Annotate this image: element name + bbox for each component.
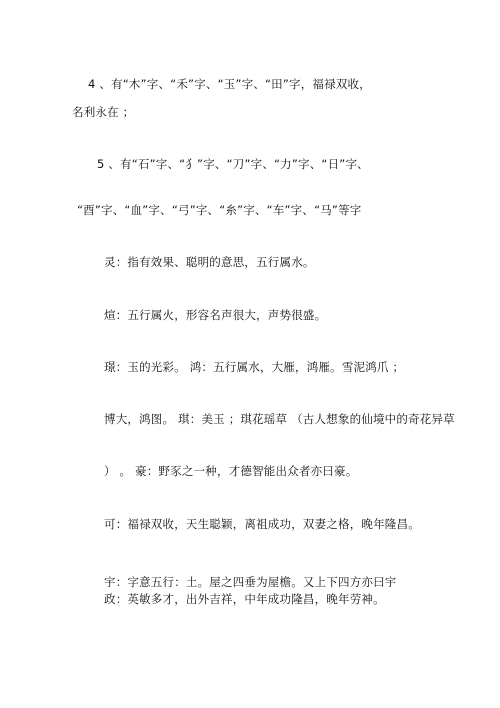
- text-line-12: 政：英敏多才，出外吉祥，中年成功隆昌，晚年劳神。: [104, 592, 385, 606]
- text-line-5: 灵：指有效果、聪明的意思，五行属水。: [104, 255, 315, 269]
- text-line-7: 璟：玉的光彩。 鸿：五行属水，大雁，鸿雁。雪泥鸿爪 ；: [104, 360, 405, 374]
- text-line-8: 博大，鸿图。 琪：美玉 ；琪花瑶草 （古人想象的仙境中的奇花异草: [104, 412, 455, 426]
- text-line-9: ） 。 豪：野豕之一种，才德智能出众者亦曰豪。: [104, 464, 358, 478]
- text-line-6: 煊：五行属火，形容名声很大，声势很盛。: [104, 308, 327, 322]
- text-line-10: 可：福禄双收，天生聪颖，离祖成功，双妻之格，晚年隆昌。: [104, 517, 420, 531]
- text-line-2: 名利永在 ；: [72, 105, 135, 119]
- text-line-11: 宇：字意五行：土。屋之四垂为屋檐。又上下四方亦曰宇: [104, 575, 397, 589]
- text-line-3: 5 、有“石”字、“犭”字、“刀”字、“力”字、“日”字、: [97, 157, 369, 171]
- text-line-1: 4 、有“木”字、“禾”字、“玉”字、“田”字，福禄双收，: [88, 77, 371, 91]
- text-line-4: “酉”字、“血”字、“弓”字、“糸”字、“车”字、“马”等字: [77, 203, 362, 217]
